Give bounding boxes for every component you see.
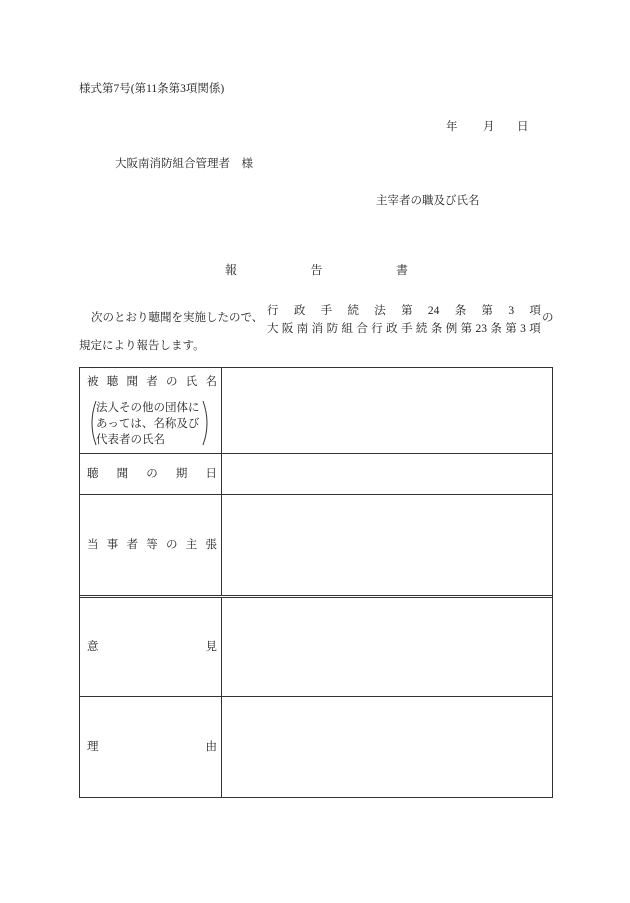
glyph: 当 [87,539,99,551]
glyph: 消 [311,323,324,335]
glyph: 政 [386,323,398,335]
date-day-label: 日 [517,121,529,133]
glyph: 条 [490,323,502,335]
table-row-parties-claim [80,494,552,595]
glyph: 例 [445,323,458,335]
addressee: 大阪南消防組合管理者 様 [115,158,253,170]
glyph: 行 [267,305,279,317]
glyph: 第 [401,305,413,317]
glyph: 行 [371,323,383,335]
parties-claim-label-cell [80,495,222,595]
glyph: 大 [267,323,279,335]
respondent-note-line: 法人その他の団体に [96,402,200,414]
glyph: 告 [310,263,323,277]
glyph: の [146,468,158,480]
glyph: 第 [460,323,473,335]
table-row-hearing-date [80,453,552,494]
glyph: 事 [106,539,119,551]
table-row-respondent [80,368,552,453]
glyph: 名 [205,376,217,388]
respondent-note [88,400,211,446]
glyph: 組 [341,323,353,335]
glyph: 23 [475,323,487,335]
parties-claim-value-cell [222,495,552,595]
statute-option-local [267,320,541,338]
glyph: 手 [401,323,413,335]
glyph: 主 [185,539,198,551]
body-particle: の [542,312,554,324]
glyph: 第 [505,323,517,335]
glyph: 項 [529,323,541,335]
glyph: 見 [205,641,217,653]
glyph: 阪 [281,323,294,335]
opinion-label-cell [80,598,222,696]
hearing-date-label-cell [80,454,222,494]
date-month-label: 月 [483,121,495,133]
document-title [225,263,408,277]
glyph: 政 [293,305,306,317]
glyph: 合 [356,323,368,335]
reason-label [87,740,217,754]
glyph: 条 [430,323,443,335]
glyph: 防 [326,323,339,335]
table-row-opinion [80,595,552,696]
opinion-value-cell [222,598,552,696]
glyph: 被 [87,376,99,388]
date-year-label: 年 [446,121,458,133]
reason-value-cell [222,697,552,797]
glyph: 由 [205,741,217,753]
glyph: の [166,376,178,388]
respondent-note-line: 代表者の氏名 [96,434,165,446]
glyph: 3 [520,323,526,335]
hearing-date-label [87,467,217,481]
glyph: 者 [126,539,138,551]
form-number: 様式第7号(第11条第3項関係) [79,83,225,95]
glyph: 24 [427,305,440,317]
body-closing: 規定により報告します。 [79,340,205,352]
glyph: 者 [146,376,158,388]
glyph: 南 [296,323,309,335]
respondent-note-line: あっては、名称及び [96,418,200,430]
respondent-label [87,375,217,389]
glyph: 理 [87,741,99,753]
glyph: の [166,539,178,551]
respondent-label-cell [80,368,222,453]
right-parenthesis-icon [202,400,211,446]
left-parenthesis-icon [88,400,97,446]
glyph: 手 [320,305,333,317]
opinion-label [87,640,217,654]
glyph: 報 [225,263,238,277]
glyph: 意 [87,641,99,653]
statute-options [267,302,541,338]
glyph: 条 [454,305,467,317]
glyph: 書 [395,263,408,277]
glyph: 日 [205,468,217,480]
hearing-date-value-cell [222,454,552,494]
glyph: 張 [205,539,217,551]
glyph: 聴 [106,376,119,388]
glyph: 聞 [116,468,129,480]
glyph: 3 [508,305,515,317]
glyph: 氏 [185,376,198,388]
glyph: 第 [481,305,493,317]
presider-label: 主宰者の職及び氏名 [376,195,480,207]
glyph: 項 [529,305,541,317]
table-row-reason [80,696,552,797]
report-table [79,367,553,798]
statute-option-national [267,302,541,320]
glyph: 続 [347,305,359,317]
glyph: 聞 [126,376,138,388]
reason-label-cell [80,697,222,797]
body-lead: 次のとおり聴聞を実施したので、 [91,312,264,324]
glyph: 期 [175,468,188,480]
glyph: 続 [415,323,428,335]
glyph: 聴 [87,468,99,480]
glyph: 等 [146,539,158,551]
glyph: 法 [374,305,386,317]
respondent-value-cell [222,368,552,453]
parties-claim-label [87,538,217,552]
